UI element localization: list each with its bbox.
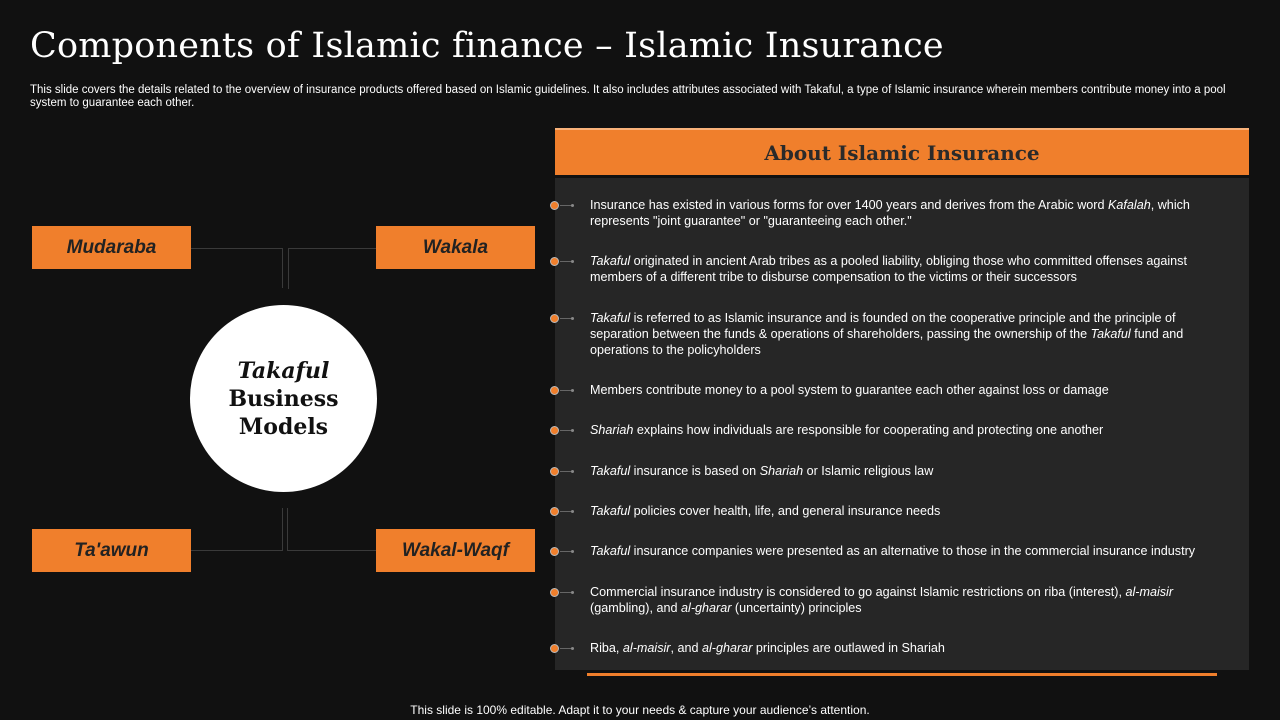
connector-line xyxy=(287,508,377,551)
bullet-dot-icon xyxy=(550,426,559,435)
center-label-line1: Takaful xyxy=(237,357,330,384)
bullet-dot-icon xyxy=(550,507,559,516)
accent-divider xyxy=(587,673,1217,676)
model-wakal-waqf: Wakal-Waqf xyxy=(376,529,535,572)
model-mudaraba: Mudaraba xyxy=(32,226,191,269)
bullet-dot-icon xyxy=(550,467,559,476)
bullet-dot-icon xyxy=(550,257,559,266)
bullet-connector-end xyxy=(571,260,574,263)
bullet-text: Riba, al-maisir, and al-gharar principles are outlawed in Shariah xyxy=(590,641,945,655)
connector-line xyxy=(282,248,283,288)
bullet-connector-end xyxy=(571,550,574,553)
bullet-connector-end xyxy=(571,204,574,207)
bullet-connector-end xyxy=(571,591,574,594)
bullet-text: Shariah explains how individuals are responsible for cooperating and protecting one another xyxy=(590,423,1104,437)
bullet-text: Insurance has existed in various forms for over 1400 years and derives from the Arabic word Kafalah, which represents "joint guarantee" or "guaranteeing each other." xyxy=(590,198,1190,228)
bullet-connector-end xyxy=(571,389,574,392)
bullet-dot-icon xyxy=(550,588,559,597)
bullet-dot-icon xyxy=(550,386,559,395)
bullet-text: Takaful originated in ancient Arab tribes as a pooled liability, obliging those who committed offenses against members of a different tribe to disburse compensation to the victims or their successors xyxy=(590,254,1187,284)
bullet-text: Members contribute money to a pool system to guarantee each other against loss or damage xyxy=(590,383,1109,397)
panel-header: About Islamic Insurance xyxy=(555,128,1249,175)
footer-note: This slide is 100% editable. Adapt it to your needs & capture your audience’s attention. xyxy=(410,703,870,717)
bullet-text: Takaful is referred to as Islamic insurance and is founded on the cooperative principle and the principle of separation between the funds & operations of shareholders, passing the ownership of the Takaful fund and operations to the policyholders xyxy=(590,311,1184,357)
connector-line xyxy=(288,248,377,289)
bullet-connector-end xyxy=(571,647,574,650)
center-label-line3: Models xyxy=(238,413,329,440)
connector-line xyxy=(191,508,283,551)
page-title: Components of Islamic finance – Islamic Insurance xyxy=(30,26,944,66)
bullet-text: Takaful insurance companies were presented as an alternative to those in the commercial insurance industry xyxy=(590,544,1196,558)
bullet-dot-icon xyxy=(550,547,559,556)
center-label-line2: Business xyxy=(228,385,339,412)
bullet-dot-icon xyxy=(550,644,559,653)
bullet-text: Commercial insurance industry is considered to go against Islamic restrictions on riba (interest), al-maisir (gambling), and al-gharar (uncertainty) principles xyxy=(590,585,1174,615)
model-wakala: Wakala xyxy=(376,226,535,269)
bullet-connector-end xyxy=(571,429,574,432)
bullet-dot-icon xyxy=(550,201,559,210)
bullet-dot-icon xyxy=(550,314,559,323)
bullet-connector-end xyxy=(571,317,574,320)
center-circle xyxy=(190,305,377,492)
bullet-connector-end xyxy=(571,510,574,513)
bullet-panel xyxy=(555,178,1249,670)
model-taawun: Ta'awun xyxy=(32,529,191,572)
bullet-text: Takaful insurance is based on Shariah or Islamic religious law xyxy=(590,464,934,478)
connector-line xyxy=(191,248,283,249)
bullet-connector-end xyxy=(571,470,574,473)
page-subtitle: This slide covers the details related to the overview of insurance products offered based on Islamic guidelines. It also includes attributes associated with Takaful, a type of Islamic insurance wherein members contribute money into a pool system to guarantee each other. xyxy=(30,84,1226,109)
bullet-text: Takaful policies cover health, life, and general insurance needs xyxy=(590,504,941,518)
